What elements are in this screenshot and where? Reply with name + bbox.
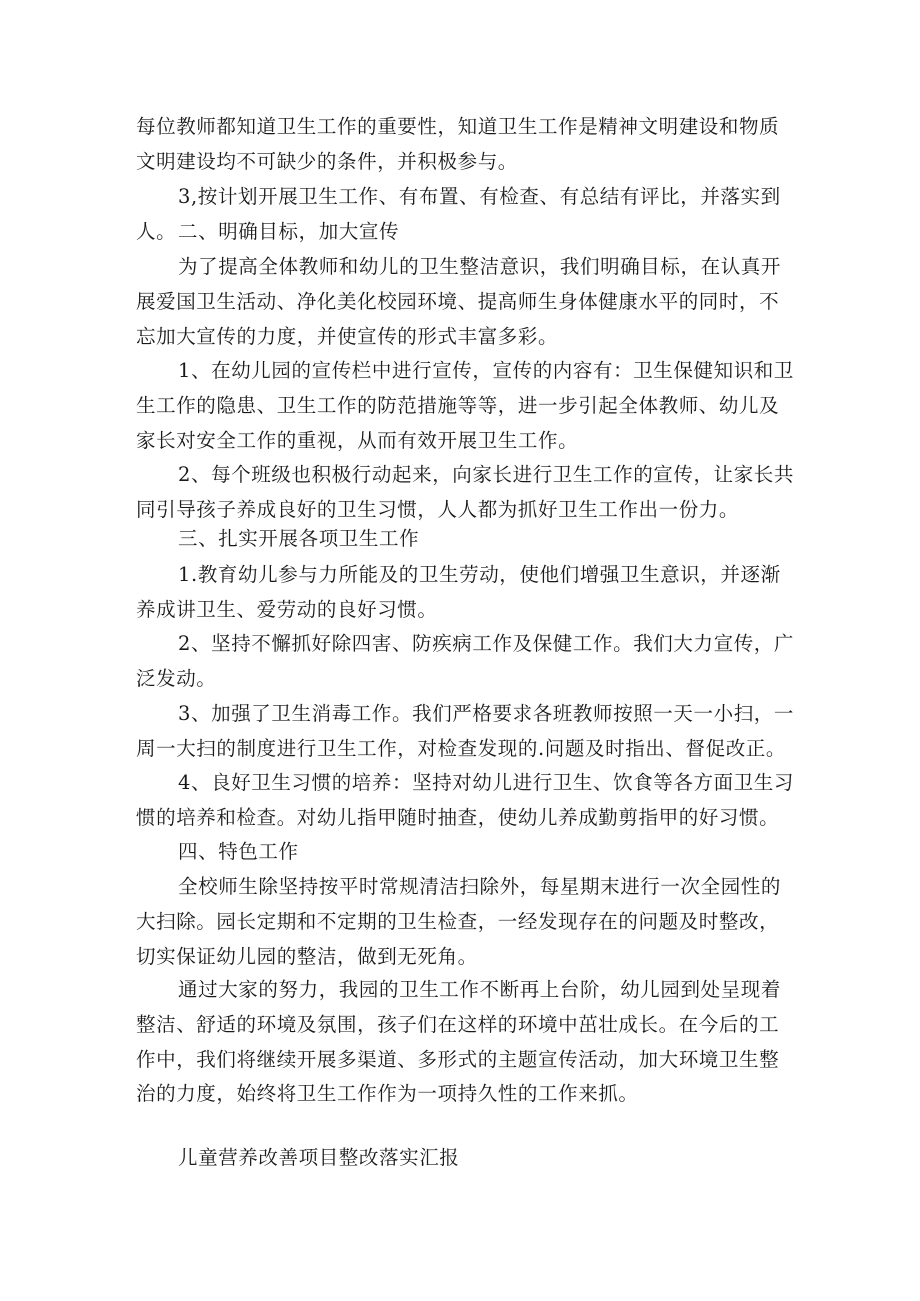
paragraph-section-2-item-2: 2、每个班级也积极行动起来，向家长进行卫生工作的宣传，让家长共同引导孩子养成良好的卫生习惯，人人都为抓好卫生工作出一份力。 xyxy=(136,463,795,521)
paragraph-item-3: 3,按计划开展卫生工作、有布置、有检查、有总结有评比，并落实到人。 xyxy=(136,185,781,243)
section-heading-4: 四、特色工作 xyxy=(178,840,299,863)
paragraph-section-3-item-2: 2、坚持不懈抓好除四害、防疾病工作及保健工作。我们大力宣传，广泛发动。 xyxy=(136,632,795,690)
paragraph-section-2-intro: 为了提高全体教师和幼儿的卫生整洁意识，我们明确目标，在认真开展爱国卫生活动、净化美化校园环境、提高师生身体健康水平的同时，不忘加大宣传的力度，并使宣传的形式丰富多彩。 xyxy=(136,255,782,348)
section-heading-2: 二、明确目标，加大宣传 xyxy=(178,220,400,243)
paragraph-section-3-item-4: 4、良好卫生习惯的培养：坚持对幼儿进行卫生、饮食等各方面卫生习惯的培养和检查。对幼儿指甲随时抽查，使幼儿养成勤剪指甲的好习惯。 xyxy=(136,771,795,829)
section-heading-3: 三、扎实开展各项卫生工作 xyxy=(178,527,420,550)
paragraph-section-4-body: 全校师生除坚持按平时常规清洁扫除外，每星期末进行一次全园性的大扫除。园长定期和不定期的卫生检查，一经发现存在的问题及时整改，切实保证幼儿园的整洁，做到无死角。 xyxy=(136,875,782,968)
paragraph-section-3-item-3: 3、加强了卫生消毒工作。我们严格要求各班教师按照一天一小扫，一周一大扫的制度进行卫生工作，对检查发现的.问题及时指出、督促改正。 xyxy=(136,702,795,760)
next-document-title: 儿童营养改善项目整改落实汇报 xyxy=(178,1146,460,1169)
paragraph-section-2-item-1: 1、在幼儿园的宣传栏中进行宣传，宣传的内容有：卫生保健知识和卫生工作的隐患、卫生工作的防范措施等等，进一步引起全体教师、幼儿及家长对安全工作的重视，从而有效开展卫生工作。 xyxy=(136,359,795,452)
paragraph-conclusion: 通过大家的努力，我园的卫生工作不断再上台阶，幼儿园到处呈现着整洁、舒适的环境及氛围，孩子们在这样的环境中茁壮成长。在今后的工作中，我们将继续开展多渠道、多形式的主题宣传活动，加大环境卫生整治的力度，始终将卫生工作作为一项持久性的工作来抓。 xyxy=(136,978,782,1106)
paragraph-section-3-item-1: 1.教育幼儿参与力所能及的卫生劳动，使他们增强卫生意识，并逐渐养成讲卫生、爱劳动的良好习惯。 xyxy=(136,563,781,621)
paragraph-intro-continuation: 每位教师都知道卫生工作的重要性，知道卫生工作是精神文明建设和物质文明建设均不可缺少的条件，并积极参与。 xyxy=(136,115,780,173)
